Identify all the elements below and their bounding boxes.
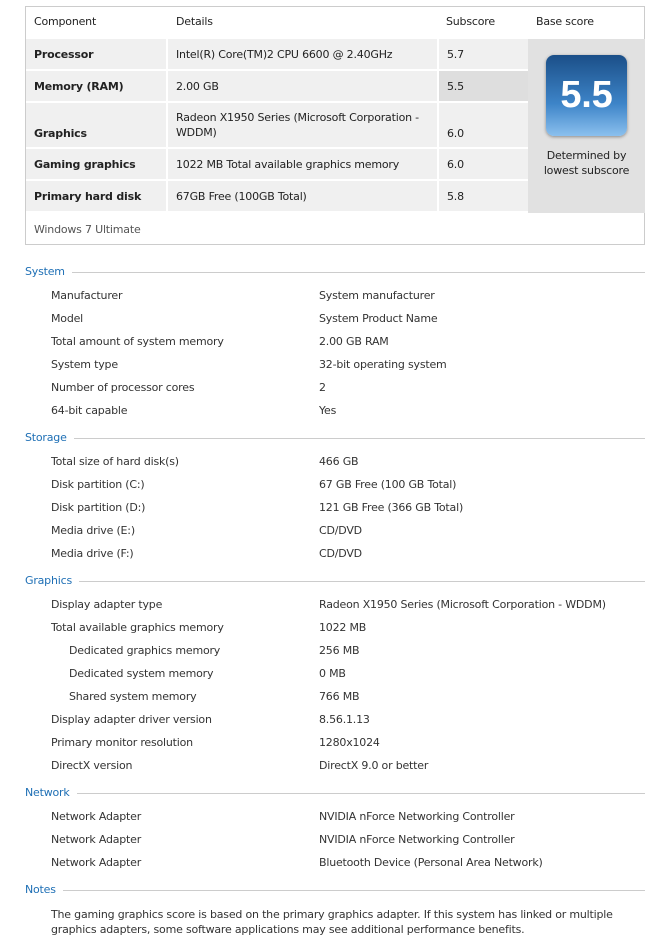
info-row [51, 642, 645, 660]
info-label: Total amount of system memory [51, 335, 224, 348]
section-title: Storage [25, 430, 67, 444]
info-row [51, 831, 645, 849]
info-row [51, 522, 645, 540]
component-subscore: 5.5 [439, 71, 528, 101]
info-label: Network Adapter [51, 810, 142, 823]
section-title: Notes [25, 882, 56, 896]
component-subscore: 5.8 [439, 181, 528, 211]
score-row [26, 103, 528, 149]
component-subscore: 5.7 [439, 39, 528, 69]
header-base-score: Base score [536, 15, 594, 28]
section-divider [63, 890, 645, 891]
info-row [51, 545, 645, 563]
section-divider [79, 581, 645, 582]
component-name: Graphics [26, 103, 168, 147]
info-label: Disk partition (D:) [51, 501, 146, 514]
component-subscore: 6.0 [439, 103, 528, 147]
info-row [51, 379, 645, 397]
section-header [25, 264, 645, 278]
component-details: Radeon X1950 Series (Microsoft Corporation - WDDM) [168, 103, 439, 147]
info-label: Network Adapter [51, 833, 142, 846]
info-row [51, 619, 645, 637]
info-row [51, 453, 645, 471]
info-value: Radeon X1950 Series (Microsoft Corporation - WDDM) [319, 598, 606, 611]
info-row [51, 310, 645, 328]
component-name: Primary hard disk [26, 181, 168, 211]
info-row [51, 665, 645, 683]
section-header [25, 785, 645, 799]
info-row [51, 596, 645, 614]
info-value: 2 [319, 381, 326, 394]
score-row [26, 39, 528, 71]
header-details: Details [176, 15, 213, 28]
component-subscore: 6.0 [439, 149, 528, 179]
base-score-note: Determined by lowest subscore [543, 149, 630, 177]
info-value: System manufacturer [319, 289, 435, 302]
component-details: 67GB Free (100GB Total) [168, 181, 439, 211]
info-label: Model [51, 312, 84, 325]
info-label: Dedicated graphics memory [69, 644, 221, 657]
info-value: DirectX 9.0 or better [319, 759, 429, 772]
info-row [51, 476, 645, 494]
section-divider [77, 793, 645, 794]
section-header [25, 573, 645, 587]
windows-edition: Windows 7 Ultimate [34, 223, 141, 236]
score-table [25, 6, 645, 245]
info-label: Disk partition (C:) [51, 478, 145, 491]
info-row [51, 854, 645, 872]
section-divider [72, 272, 645, 273]
notes-text: The gaming graphics score is based on the primary graphics adapter. If this system has linked or multiple graphics adapters, some software applications may see additional performance benefits. [51, 908, 613, 936]
info-label: Primary monitor resolution [51, 736, 193, 749]
component-details: 1022 MB Total available graphics memory [168, 149, 439, 179]
info-label: Shared system memory [69, 690, 197, 703]
section-title: Graphics [25, 573, 72, 587]
section-title: System [25, 264, 65, 278]
info-row [51, 808, 645, 826]
info-row [51, 734, 645, 752]
info-row [51, 402, 645, 420]
info-row [51, 333, 645, 351]
base-score-panel [528, 39, 645, 213]
info-value: 32-bit operating system [319, 358, 447, 371]
info-value: NVIDIA nForce Networking Controller [319, 833, 515, 846]
info-value: 766 MB [319, 690, 360, 703]
info-value: 67 GB Free (100 GB Total) [319, 478, 457, 491]
info-value: NVIDIA nForce Networking Controller [319, 810, 515, 823]
header-component: Component [34, 15, 97, 28]
info-value: 256 MB [319, 644, 360, 657]
info-label: Display adapter type [51, 598, 163, 611]
info-label: Number of processor cores [51, 381, 195, 394]
info-label: Media drive (F:) [51, 547, 134, 560]
info-value: System Product Name [319, 312, 438, 325]
info-value: 1280x1024 [319, 736, 380, 749]
info-label: 64-bit capable [51, 404, 128, 417]
info-label: Dedicated system memory [69, 667, 214, 680]
section-divider [74, 438, 645, 439]
info-label: Display adapter driver version [51, 713, 212, 726]
info-row [51, 688, 645, 706]
info-label: Network Adapter [51, 856, 142, 869]
info-row [51, 757, 645, 775]
info-label: Manufacturer [51, 289, 123, 302]
section-title: Network [25, 785, 70, 799]
header-subscore: Subscore [446, 15, 495, 28]
info-value: 466 GB [319, 455, 359, 468]
info-value: Bluetooth Device (Personal Area Network) [319, 856, 543, 869]
component-details: Intel(R) Core(TM)2 CPU 6600 @ 2.40GHz [168, 39, 439, 69]
score-row [26, 181, 528, 213]
component-name: Processor [26, 39, 168, 69]
info-value: CD/DVD [319, 524, 362, 537]
info-value: CD/DVD [319, 547, 362, 560]
info-label: Media drive (E:) [51, 524, 135, 537]
info-label: System type [51, 358, 118, 371]
info-value: Yes [319, 404, 337, 417]
info-value: 0 MB [319, 667, 346, 680]
info-row [51, 499, 645, 517]
info-value: 121 GB Free (366 GB Total) [319, 501, 464, 514]
info-label: Total size of hard disk(s) [51, 455, 179, 468]
info-label: Total available graphics memory [51, 621, 224, 634]
base-score-badge: 5.5 [546, 55, 627, 136]
info-label: DirectX version [51, 759, 133, 772]
section-header [25, 430, 645, 444]
info-value: 8.56.1.13 [319, 713, 370, 726]
info-row [51, 711, 645, 729]
info-value: 1022 MB [319, 621, 367, 634]
section-header [25, 882, 645, 896]
component-details: 2.00 GB [168, 71, 439, 101]
score-row [26, 149, 528, 181]
score-row [26, 71, 528, 103]
component-name: Gaming graphics [26, 149, 168, 179]
info-row [51, 356, 645, 374]
info-row [51, 287, 645, 305]
component-name: Memory (RAM) [26, 71, 168, 101]
info-value: 2.00 GB RAM [319, 335, 389, 348]
